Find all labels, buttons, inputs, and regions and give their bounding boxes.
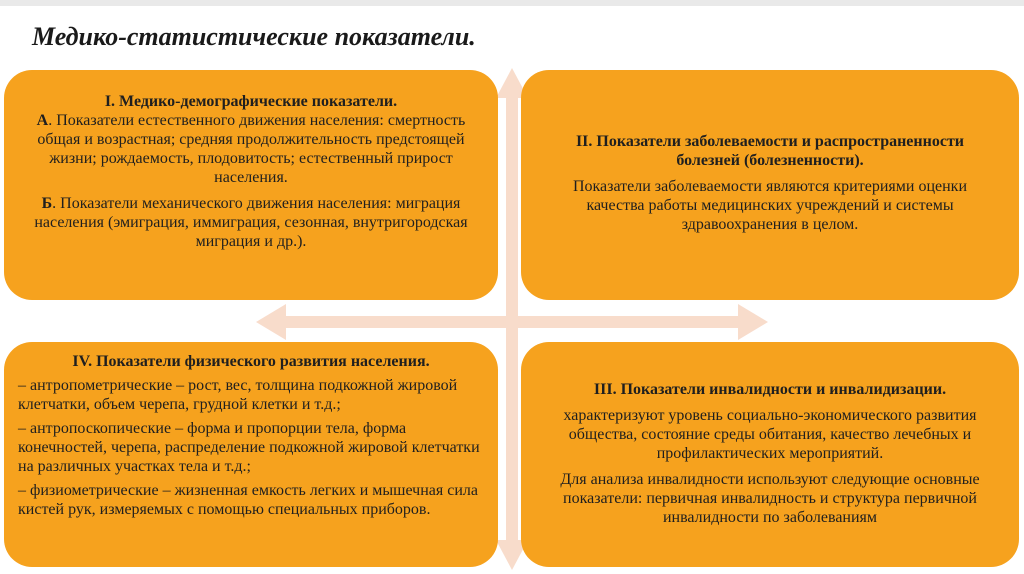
box1-b-prefix: Б: [41, 195, 53, 212]
box1-heading: I. Медико-демографические показатели.: [104, 93, 398, 110]
box1-paragraph-b: [20, 194, 482, 251]
box4-heading: III. Показатели инвалидности и инвалидизации.: [593, 381, 947, 398]
box1-a-prefix: А: [36, 112, 49, 129]
box4-text1: характеризуют уровень социально-экономического развития общества, состояние среды обитания, качество лечебных и профилактических мероприятий.: [563, 407, 977, 462]
box4-text2: Для анализа инвалидности используют следующие основные показатели: первичная инвалидность и структура первичной инвалидности по заболеваниям: [560, 471, 980, 526]
box1-paragraph-a: [20, 111, 482, 187]
box3-heading: IV. Показатели физического развития населения.: [72, 353, 430, 370]
box3-item-anthropometric: – антропометрические – рост, вес, толщина подкожной жировой клетчатки, объем черепа, грудной клетки и т.д.;: [18, 377, 458, 413]
disability-indicators-box: [521, 342, 1019, 567]
demographic-indicators-box: [4, 70, 498, 300]
box3-item-physiometric: – физиометрические – жизненная емкость легких и мышечная сила кистей рук, измеряемых с помощью специальных приборов.: [18, 482, 478, 518]
physical-development-box: [4, 342, 498, 567]
box1-a-text: . Показатели естественного движения населения: смертность общая и возрастная; средняя продолжительность предстоящей жизни; рождаемость, плодовитость; естественный прирост населения.: [37, 112, 466, 186]
page-title: Медико-статистические показатели.: [32, 22, 476, 51]
box2-text: Показатели заболеваемости являются критериями оценки качества работы медицинских учреждений и системы здравоохранения в целом.: [572, 178, 968, 233]
morbidity-indicators-box: [521, 70, 1019, 300]
box3-item-anthroposcopic: – антропоскопические – форма и пропорции тела, форма конечностей, черепа, распределение подкожной жировой клетчатки на различных участках тела и т.д.;: [18, 420, 480, 475]
box2-heading: II. Показатели заболеваемости и распространенности болезней (болезненности).: [575, 133, 965, 169]
box1-b-text: . Показатели механического движения населения: миграция населения (эмиграция, иммиграция, сезонная, внутригородская миграция и др.).: [34, 195, 468, 250]
